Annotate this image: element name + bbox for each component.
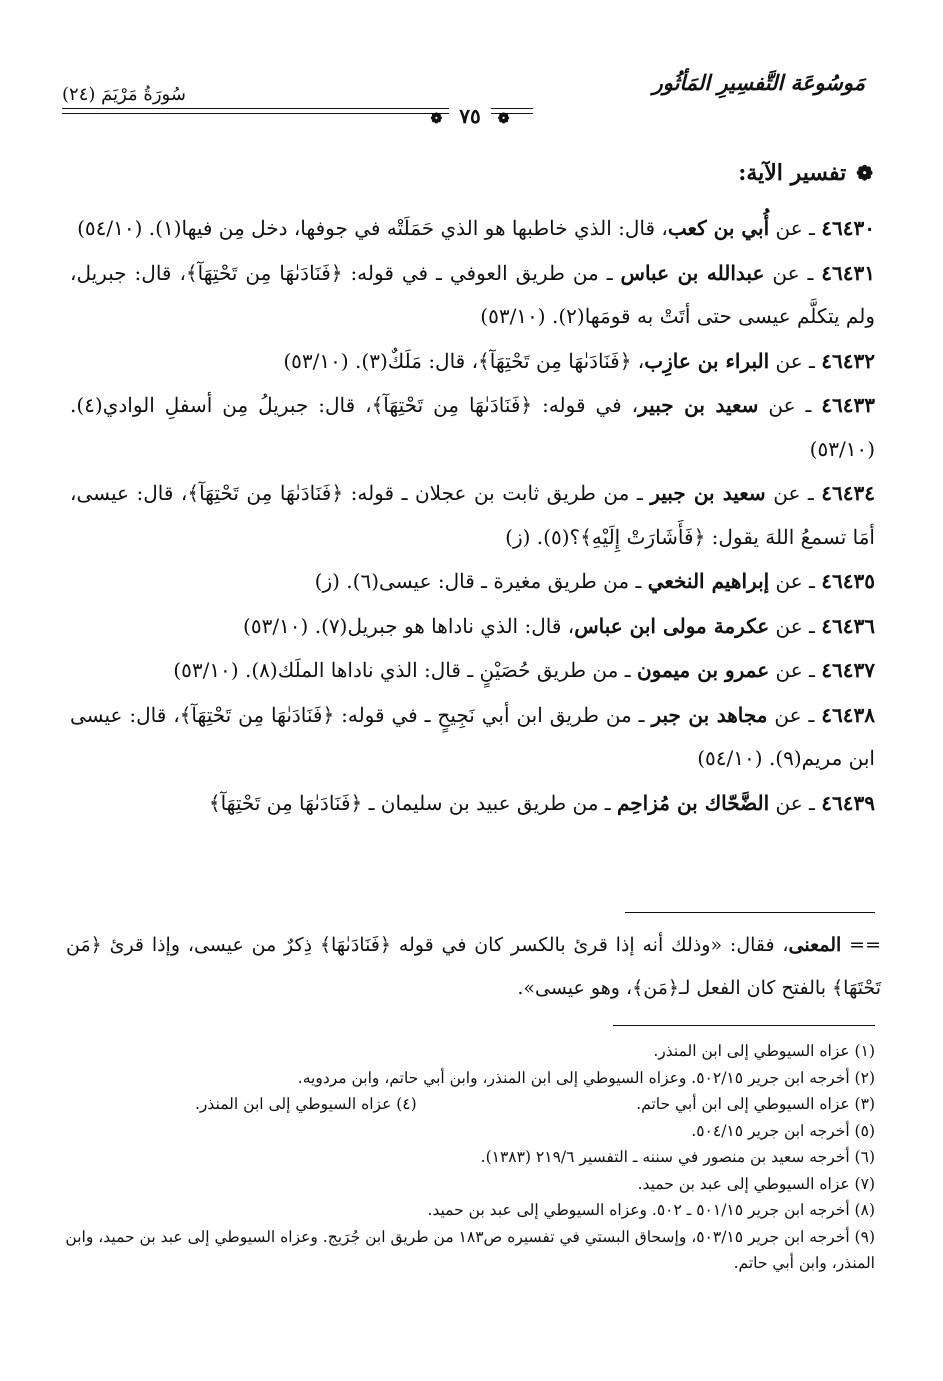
- entry-number: ٤٦٤٣٣: [821, 393, 876, 417]
- entry: [70, 694, 875, 781]
- footnote: (٥) أخرجه ابن جرير ٥٠٤/١٥.: [691, 1121, 875, 1140]
- footnote-separator: [613, 1025, 875, 1026]
- narrator-name: سعيد بن جبير: [638, 393, 759, 417]
- continuation-bold: المعنى: [788, 934, 842, 956]
- narrator-name: الضَّحّاك بن مُزاحِم: [617, 790, 770, 815]
- entry-text: ـ من طريق ثابت بن عجلان ـ قوله: ﴿فَنَادَىٰهَا مِن تَحْتِهَآ﴾، قال: عيسى، أمَا تسمعُ اللهَ يقول: ﴿فَأَشَارَتْ إِلَيْهِ﴾؟(٥).: [70, 481, 875, 549]
- entry-number: ٤٦٤٣٥: [821, 569, 875, 593]
- volume-reference: (ز): [505, 524, 537, 549]
- flower-icon: ❁: [856, 161, 873, 185]
- narrator-name: عكرمة مولى ابن عباس: [574, 613, 770, 638]
- entry-number: ٤٦٤٣٩: [821, 790, 875, 815]
- section-title: [738, 160, 873, 186]
- footnote: (١) عزاه السيوطي إلى ابن المنذر.: [653, 1042, 875, 1060]
- ornament-icon: ❁: [430, 111, 443, 127]
- entry-text: ، في قوله: ﴿فَنَادَىٰهَا مِن تَحْتِهَآ﴾، قال: جبريلُ مِن أسفلِ الوادي(٤).: [70, 393, 639, 417]
- entry-pre: ـ عن: [765, 481, 822, 505]
- entry-pre: ـ عن: [769, 348, 822, 373]
- continued-note: [66, 924, 881, 1010]
- entry-text: ـ من طريق حُصَيْنٍ ـ قال: الذي ناداها الملَك(٨).: [244, 658, 637, 682]
- footnote: (٧) عزاه السيوطي إلى عبد بن حميد.: [637, 1174, 875, 1193]
- volume-reference: (٥٤/١٠): [697, 746, 769, 770]
- entry: [70, 252, 875, 339]
- entry-text: ـ من طريق العوفي ـ في قوله: ﴿فَنَادَىٰهَا مِن تَحْتِهَآ﴾، قال: جبريل، ولم يتكلَّم عيسى حتى أتَتْ به قومَها(٢).: [70, 260, 875, 328]
- entry-pre: ـ عن: [769, 613, 822, 638]
- section-title-text: تفسير الآية:: [738, 160, 847, 186]
- volume-reference: (٥٣/١٠): [809, 436, 875, 461]
- volume-reference: (٥٣/١٠): [283, 348, 356, 373]
- entry: [70, 472, 875, 559]
- page-number: ٧٥: [449, 104, 490, 128]
- entry-text: ، قال: الذي ناداها هو جبريل(٧).: [314, 613, 575, 638]
- entries-list: [70, 207, 875, 826]
- continuation-mark: ==: [849, 934, 881, 956]
- entry-pre: ـ عن: [769, 569, 822, 593]
- entry: [70, 782, 875, 826]
- entry-pre: ـ عن: [764, 260, 822, 285]
- separator: [625, 912, 875, 913]
- narrator-name: إبراهيم النخعي: [647, 569, 770, 593]
- footnote: (٣) عزاه السيوطي إلى ابن أبي حاتم.: [636, 1095, 875, 1113]
- entry-text: ، ﴿فَنَادَىٰهَا مِن تَحْتِهَآ﴾، قال: مَلَكٌ(٣).: [355, 348, 645, 373]
- entry-pre: ـ عن: [758, 393, 822, 417]
- entry: [70, 340, 875, 384]
- entry: [70, 384, 875, 471]
- volume-reference: (٥٣/١٠): [243, 613, 315, 638]
- entry-number: ٤٦٤٣٢: [821, 348, 875, 373]
- footnote: (٨) أخرجه ابن جرير ٥٠١/١٥ ـ ٥٠٢. وعزاه السيوطي إلى عبد بن حميد.: [427, 1201, 875, 1219]
- volume-reference: (ز): [314, 569, 347, 593]
- footnote: (٢) أخرجه ابن جرير ٥٠٢/١٥. وعزاه السيوطي إلى ابن المنذر، وابن أبي حاتم، وابن مردويه.: [297, 1068, 875, 1087]
- narrator-name: عبدالله بن عباس: [620, 260, 765, 285]
- entry-number: ٤٦٤٣٦: [821, 613, 875, 638]
- footnote-row: [65, 1091, 875, 1118]
- entry-pre: ـ عن: [769, 658, 822, 682]
- entry-text: ـ من طريق مغيرة ـ قال: عيسى(٦).: [346, 569, 648, 593]
- entry-number: ٤٦٤٣١: [821, 260, 875, 285]
- entry-pre: ـ عن: [769, 216, 822, 240]
- entry-number: ٤٦٤٣٠: [821, 216, 875, 240]
- narrator-name: سعيد بن جبير: [650, 481, 766, 505]
- page-number-box: [405, 103, 535, 129]
- footnotes: [65, 1038, 875, 1277]
- narrator-name: عمرو بن ميمون: [636, 658, 770, 682]
- entry-text: ـ من طريق عبيد بن سليمان ـ ﴿فَنَادَىٰهَا مِن تَحْتِهَآ﴾: [208, 790, 617, 815]
- ornament-icon: ❁: [497, 111, 510, 127]
- entry-number: ٤٦٤٣٨: [821, 702, 875, 727]
- footnote: (٦) أخرجه سعيد بن منصور في سننه ـ التفسير ٢١٩/٦ (١٣٨٣).: [480, 1148, 875, 1166]
- narrator-name: أُبي بن كعب: [667, 216, 770, 240]
- entry-text: ، قال: الذي خاطبها هو الذي حَمَلَتْه في جوفها، دخل مِن فيها(١).: [148, 216, 668, 240]
- volume-reference: (٥٣/١٠): [480, 304, 552, 328]
- entry: [70, 560, 875, 604]
- volume-reference: (٥٤/١٠): [77, 216, 149, 240]
- footnote: (٤) عزاه السيوطي إلى ابن المنذر.: [195, 1095, 417, 1113]
- footnote: (٩) أخرجه ابن جرير ٥٠٣/١٥، وإسحاق البستي في تفسيره ص١٨٣ من طريق ابن جُرَيج. وعزاه السيوطي إلى عبد بن حميد، وابن المنذر، وابن أبي حاتم.: [65, 1227, 875, 1272]
- header-rule-left-bottom: [62, 113, 408, 114]
- entry: [70, 207, 875, 251]
- narrator-name: البراء بن عازِب: [644, 348, 770, 373]
- book-title: مَوسُوعَة التَّفسِيرِ المَأثُور: [652, 70, 865, 95]
- entry: [70, 649, 875, 693]
- entry-pre: ـ عن: [769, 790, 822, 815]
- entry-number: ٤٦٤٣٤: [821, 481, 876, 505]
- continuation-text: ، فقال: «وذلك أنه إذا قرئ بالكسر كان في قوله ﴿فَنَادَىٰهَا﴾ ذِكرٌ من عيسى، وإذا قرئ ﴿مَن تَحْتَهَا﴾ بالفتح كان الفعل لـ﴿مَن﴾، وهو عيسى».: [66, 934, 881, 999]
- surah-label: سُورَةُ مَرْيَمَ (٢٤): [62, 84, 186, 105]
- entry-pre: ـ عن: [767, 702, 822, 727]
- header-rule-left-top: [62, 108, 408, 109]
- entry-number: ٤٦٤٣٧: [821, 658, 875, 682]
- entry-text: ـ من طريق ابن أبي نَجِيحٍ ـ في قوله: ﴿فَنَادَىٰهَا مِن تَحْتِهَآ﴾، قال: عيسى ابن مريم(٩).: [70, 702, 875, 770]
- volume-reference: (٥٣/١٠): [173, 658, 245, 682]
- narrator-name: مجاهد بن جبر: [651, 702, 768, 727]
- entry: [70, 605, 875, 649]
